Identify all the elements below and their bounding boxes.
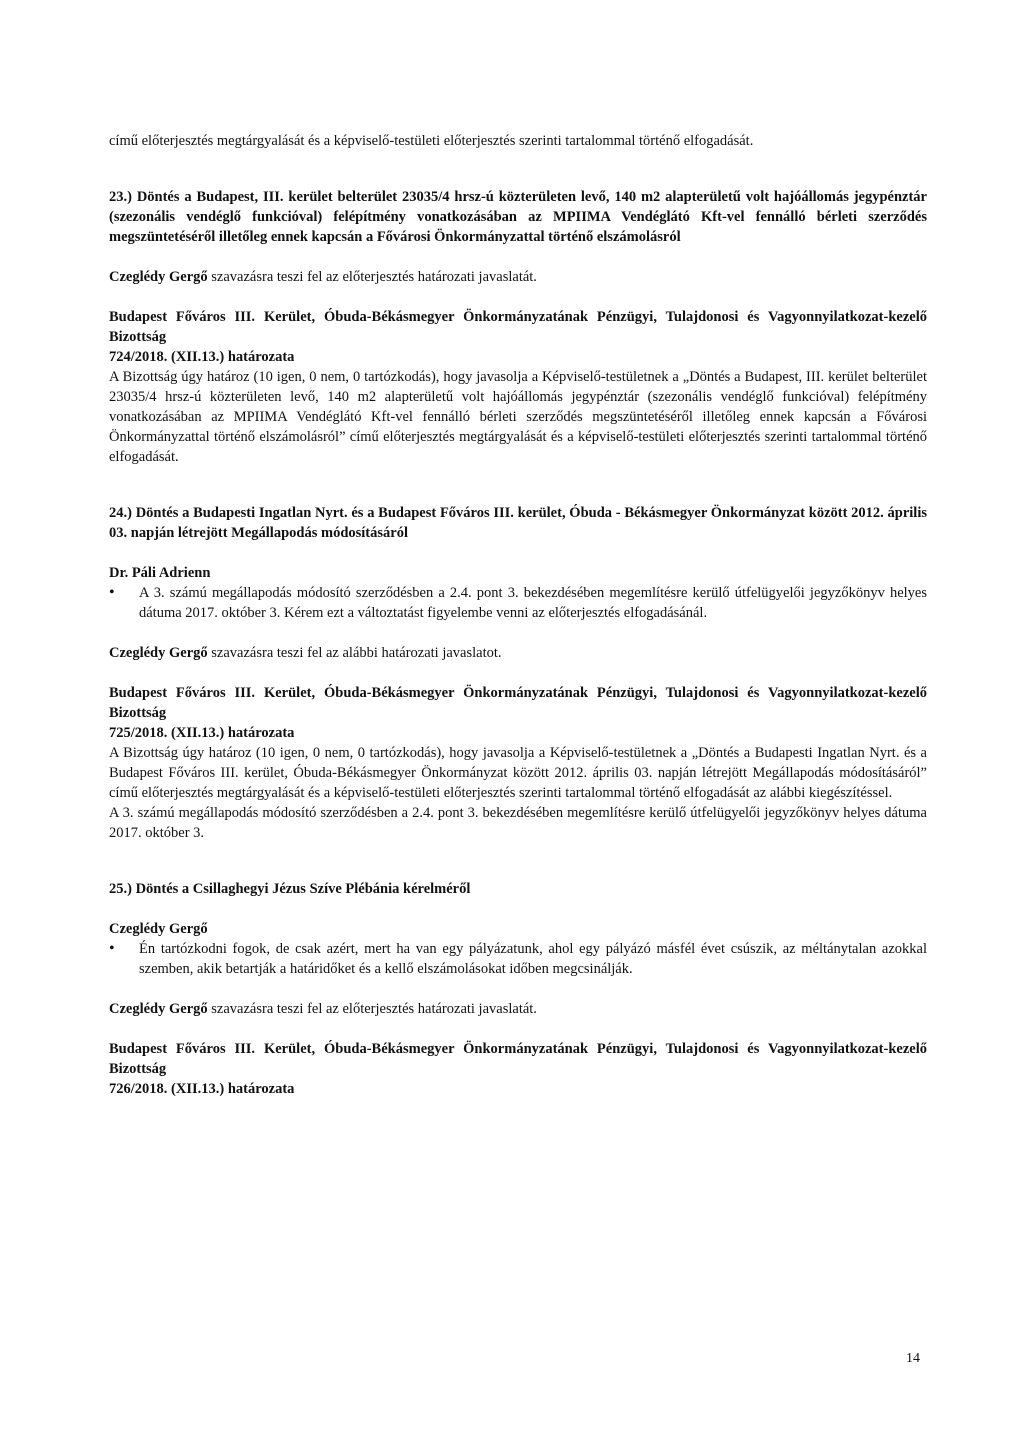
comment-bullet: • Én tartózkodni fogok, de csak azért, mert ha van egy pályázatunk, ahol egy pályázó másfél évet csúszik, az méltánytalan azokkal szemben, akik betartják a határidőket és a kellő elszámolásokat időben megcsinálják.	[139, 939, 927, 979]
resolution-number: 726/2018. (XII.13.) határozata	[109, 1081, 295, 1097]
comment-list	[109, 939, 927, 979]
agenda-item-24	[109, 503, 927, 843]
vote-text: szavazásra teszi fel az alábbi határozati javaslatot.	[207, 645, 502, 661]
vote-statement	[109, 643, 927, 663]
committee-name: Budapest Főváros III. Kerület, Óbuda-Békásmegyer Önkormányzatának Pénzügyi, Tulajdonosi és Vagyonnyilatkozat-kezelő Bizottság	[109, 1041, 927, 1077]
spacer	[109, 151, 927, 187]
spacer	[109, 843, 927, 879]
resolution-addendum: A 3. számú megállapodás módosító szerződésben a 2.4. pont 3. bekezdésében megemlítésre kerülő útfelügyelői jegyzőkönyv helyes dátuma 2017. október 3.	[109, 805, 927, 841]
item-heading: 24.) Döntés a Budapesti Ingatlan Nyrt. és a Budapest Főváros III. kerület, Óbuda - Békásmegyer Önkormányzat között 2012. április 03. napján létrejött Megállapodás módosításáról	[109, 505, 927, 541]
resolution-text: A Bizottság úgy határoz (10 igen, 0 nem, 0 tartózkodás), hogy javasolja a Képviselő-testületnek a „Döntés a Budapest, III. kerület belterület 23035/4 hrsz-ú közterületen levő, 140 m2 alapterületű volt hajóállomás jegypénztár (szezonális vendéglő funkcióval) felépítmény vonatkozásában az MPIIMA Vendéglátó Kft-vel fennálló bérleti szerződés megszüntetéséről illetőleg ennek kapcsán a Fővárosi Önkormányzattal történő elszámolásról” című előterjesztés megtárgyalását és a képviselő-testületi előterjesztés szerinti tartalommal történő elfogadását.	[109, 369, 927, 465]
comment-bullet: • A 3. számú megállapodás módosító szerződésben a 2.4. pont 3. bekezdésében megemlítésre kerülő útfelügyelői jegyzőkönyv helyes dátuma 2017. október 3. Kérem ezt a változtatást figyelembe venni az előterjesztés elfogadásánál.	[139, 583, 927, 623]
resolution-number: 724/2018. (XII.13.) határozata	[109, 349, 295, 365]
spacer	[109, 1019, 927, 1039]
spacer	[109, 247, 927, 267]
agenda-item-25	[109, 879, 927, 1099]
committee-name: Budapest Főváros III. Kerület, Óbuda-Békásmegyer Önkormányzatának Pénzügyi, Tulajdonosi és Vagyonnyilatkozat-kezelő Bizottság	[109, 309, 927, 345]
vote-text: szavazásra teszi fel az előterjesztés határozati javaslatát.	[207, 269, 537, 285]
spacer	[109, 623, 927, 643]
document-page	[109, 131, 927, 1099]
resolution-text: A Bizottság úgy határoz (10 igen, 0 nem, 0 tartózkodás), hogy javasolja a Képviselő-testületnek a „Döntés a Budapesti Ingatlan Nyrt. és a Budapest Főváros III. kerület, Óbuda-Békásmegyer Önkormányzat között 2012. április 03. napján létrejött Megállapodás módosításáról” című előterjesztés megtárgyalását és a képviselő-testületi előterjesztés szerinti tartalommal történő elfogadását az alábbi kiegészítéssel.	[109, 745, 927, 801]
intro-paragraph: című előterjesztés megtárgyalását és a képviselő-testületi előterjesztés szerinti tartalommal történő elfogadását.	[109, 133, 754, 149]
speaker-name: Czeglédy Gergő	[109, 1001, 208, 1017]
spacer	[109, 287, 927, 307]
vote-statement	[109, 999, 927, 1019]
spacer	[109, 899, 927, 919]
resolution-number: 725/2018. (XII.13.) határozata	[109, 725, 295, 741]
speaker-name: Czeglédy Gergő	[109, 645, 208, 661]
speaker-name: Dr. Páli Adrienn	[109, 565, 211, 581]
spacer	[109, 543, 927, 563]
item-heading: 25.) Döntés a Csillaghegyi Jézus Szíve Plébánia kérelméről	[109, 881, 471, 897]
comment-list	[109, 583, 927, 623]
spacer	[109, 467, 927, 503]
spacer	[109, 979, 927, 999]
page-number: 14	[906, 1351, 920, 1366]
vote-statement	[109, 267, 927, 287]
vote-text: szavazásra teszi fel az előterjesztés határozati javaslatát.	[207, 1001, 537, 1017]
agenda-item-23	[109, 187, 927, 467]
speaker-name: Czeglédy Gergő	[109, 269, 208, 285]
committee-name: Budapest Főváros III. Kerület, Óbuda-Békásmegyer Önkormányzatának Pénzügyi, Tulajdonosi és Vagyonnyilatkozat-kezelő Bizottság	[109, 685, 927, 721]
spacer	[109, 663, 927, 683]
item-heading: 23.) Döntés a Budapest, III. kerület belterület 23035/4 hrsz-ú közterületen levő, 140 m2 alapterületű volt hajóállomás jegypénztár (szezonális vendéglő funkcióval) felépítmény vonatkozásában az MPIIMA Vendéglátó Kft-vel fennálló bérleti szerződés megszüntetéséről illetőleg ennek kapcsán a Fővárosi Önkormányzattal történő elszámolásról	[109, 189, 927, 245]
speaker-name: Czeglédy Gergő	[109, 921, 208, 937]
